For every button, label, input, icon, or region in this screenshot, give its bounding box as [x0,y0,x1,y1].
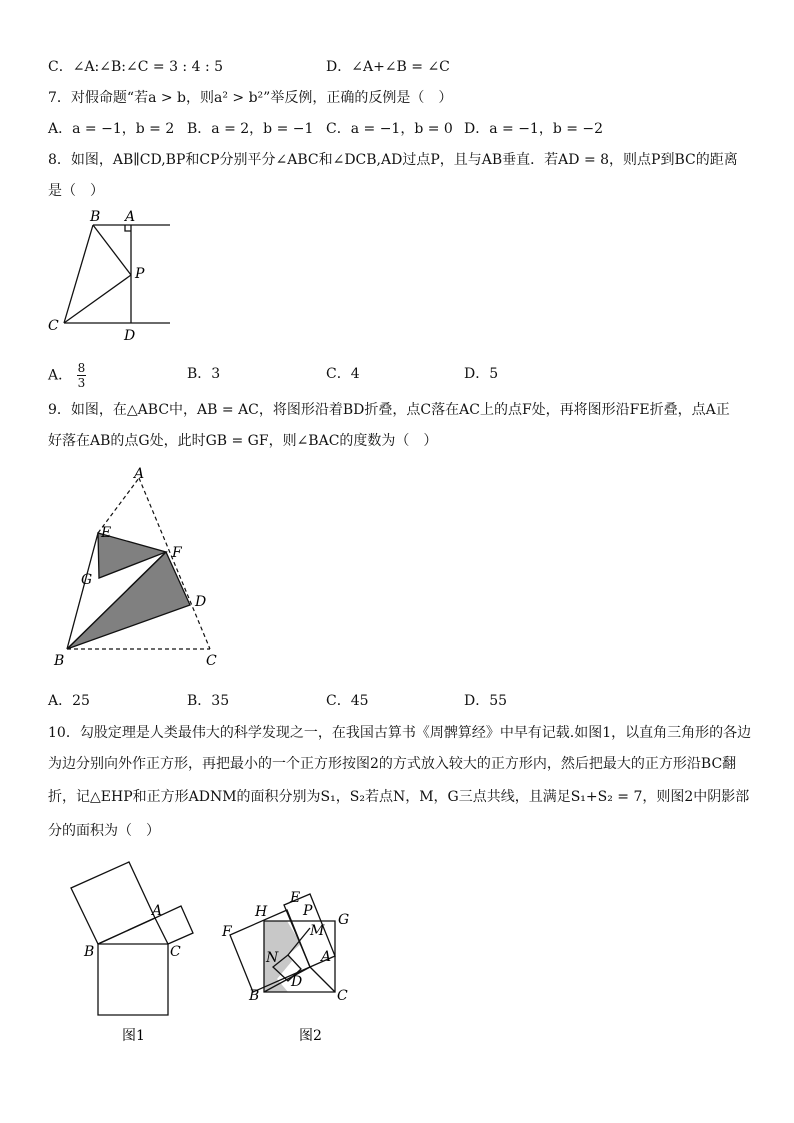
q8-stem-line1: 8．如图，AB∥CD,BP和CP分别平分∠ABC和∠DCB,AD过点P，且与AB垂直．若AD = 8，则点P到BC的距离 [48,152,738,168]
q10-fig1-side-ab [98,918,155,944]
q10-fig2-caption: 图2 [299,1028,322,1044]
q10-figure2 [215,880,375,1050]
q7-option-d: D．a = −1，b = −2 [464,121,604,137]
q8-right-angle-mark [125,225,131,231]
q9-option-b: B．35 [187,693,230,709]
q7-option-c: C．a = −1，b = 0 [326,121,453,137]
q9-option-c: C．45 [326,693,369,709]
q10-stem-line2: 为边分别向外作正方形，再把最小的一个正方形按图2的方式放入较大的正方形内，然后把最大的正方形沿BC翻 [48,756,737,772]
q7-option-a: A．a = −1，b = 2 [48,121,175,137]
q10-fig2-label-m: M [310,923,325,939]
q10-stem-line3: 折，记△EHP和正方形ADNM的面积分别为S₁，S₂若点N，M，G三点共线，且满足S₁+S₂ = 7，则图2中阴影部 [48,789,750,805]
q8-line-bc [64,225,93,323]
q9-label-d: D [195,594,207,610]
q8-line-cp [64,275,131,323]
q8-line-bp [93,225,131,275]
q9-label-b: B [54,653,65,669]
q9-label-g: G [81,572,93,588]
q8-option-a-numerator: 8 [77,361,86,375]
q10-fig2-label-f: F [222,924,232,940]
q10-fig2-label-g: G [338,912,350,928]
q9-label-e: E [101,525,112,541]
q9-option-d: D．55 [464,693,508,709]
q8-option-a [48,361,86,390]
q8-stem-line2: 是（ ） [48,183,104,199]
q10-fig2-label-a: A [321,949,332,965]
q8-option-a-label: A． [48,367,73,384]
q8-label-p: P [135,266,145,282]
q8-figure [40,202,190,352]
q10-fig2-label-b: B [249,988,260,1004]
q9-label-a: A [134,466,145,482]
q10-fig2-label-p: P [303,903,313,919]
q6-option-d: D．∠A+∠B = ∠C [326,59,450,75]
q9-label-c: C [206,653,217,669]
q8-label-a: A [125,209,136,225]
q9-figure [40,460,240,675]
q7-stem: 7．对假命题“若a > b，则a² > b²”举反例，正确的反例是（ ） [48,90,453,106]
q10-fig1-label-b: B [84,944,95,960]
q9-option-a: A．25 [48,693,90,709]
q9-stem-line2: 好落在AB的点G处，此时GB = GF，则∠BAC的度数为（ ） [48,433,438,449]
q10-fig2-label-c: C [337,988,348,1004]
q10-fig1-label-a: A [152,903,163,919]
q10-fig2-line-ac [310,967,335,992]
q9-stem-line1: 9．如图，在△ABC中，AB = AC，将图形沿着BD折叠，点C落在AC上的点F处，再将图形沿FE折叠，点A正 [48,402,730,418]
q10-stem-line1: 10．勾股定理是人类最伟大的科学发现之一，在我国古算书《周髀算经》中早有记载.如图1，以直角三角形的各边 [48,725,752,741]
q8-option-a-denominator: 3 [77,376,86,390]
q10-fig2-label-n: N [266,950,279,966]
q8-option-d: D．5 [464,366,499,382]
q8-option-b: B．3 [187,366,221,382]
q7-option-b: B．a = 2，b = −1 [187,121,314,137]
q10-fig1-square-bc [98,944,168,1015]
q10-fig2-label-h: H [255,904,268,920]
q8-label-d: D [124,328,136,344]
q8-label-c: C [48,318,59,334]
q8-option-c: C．4 [326,366,360,382]
q6-option-c: C．∠A:∠B:∠C = 3 : 4 : 5 [48,59,224,75]
q9-label-f: F [172,545,182,561]
q10-fig1-caption: 图1 [122,1028,145,1044]
q9-dashed-ac [139,478,210,649]
q10-figure1 [60,860,210,1050]
q8-option-a-fraction [77,361,87,390]
q8-label-b: B [90,209,101,225]
q10-fig1-square-ab [71,862,155,944]
q10-stem-line4: 分的面积为（ ） [48,823,160,839]
q10-fig2-label-e: E [290,890,301,906]
q10-fig1-label-c: C [170,944,181,960]
q10-fig2-label-d: D [291,974,303,990]
